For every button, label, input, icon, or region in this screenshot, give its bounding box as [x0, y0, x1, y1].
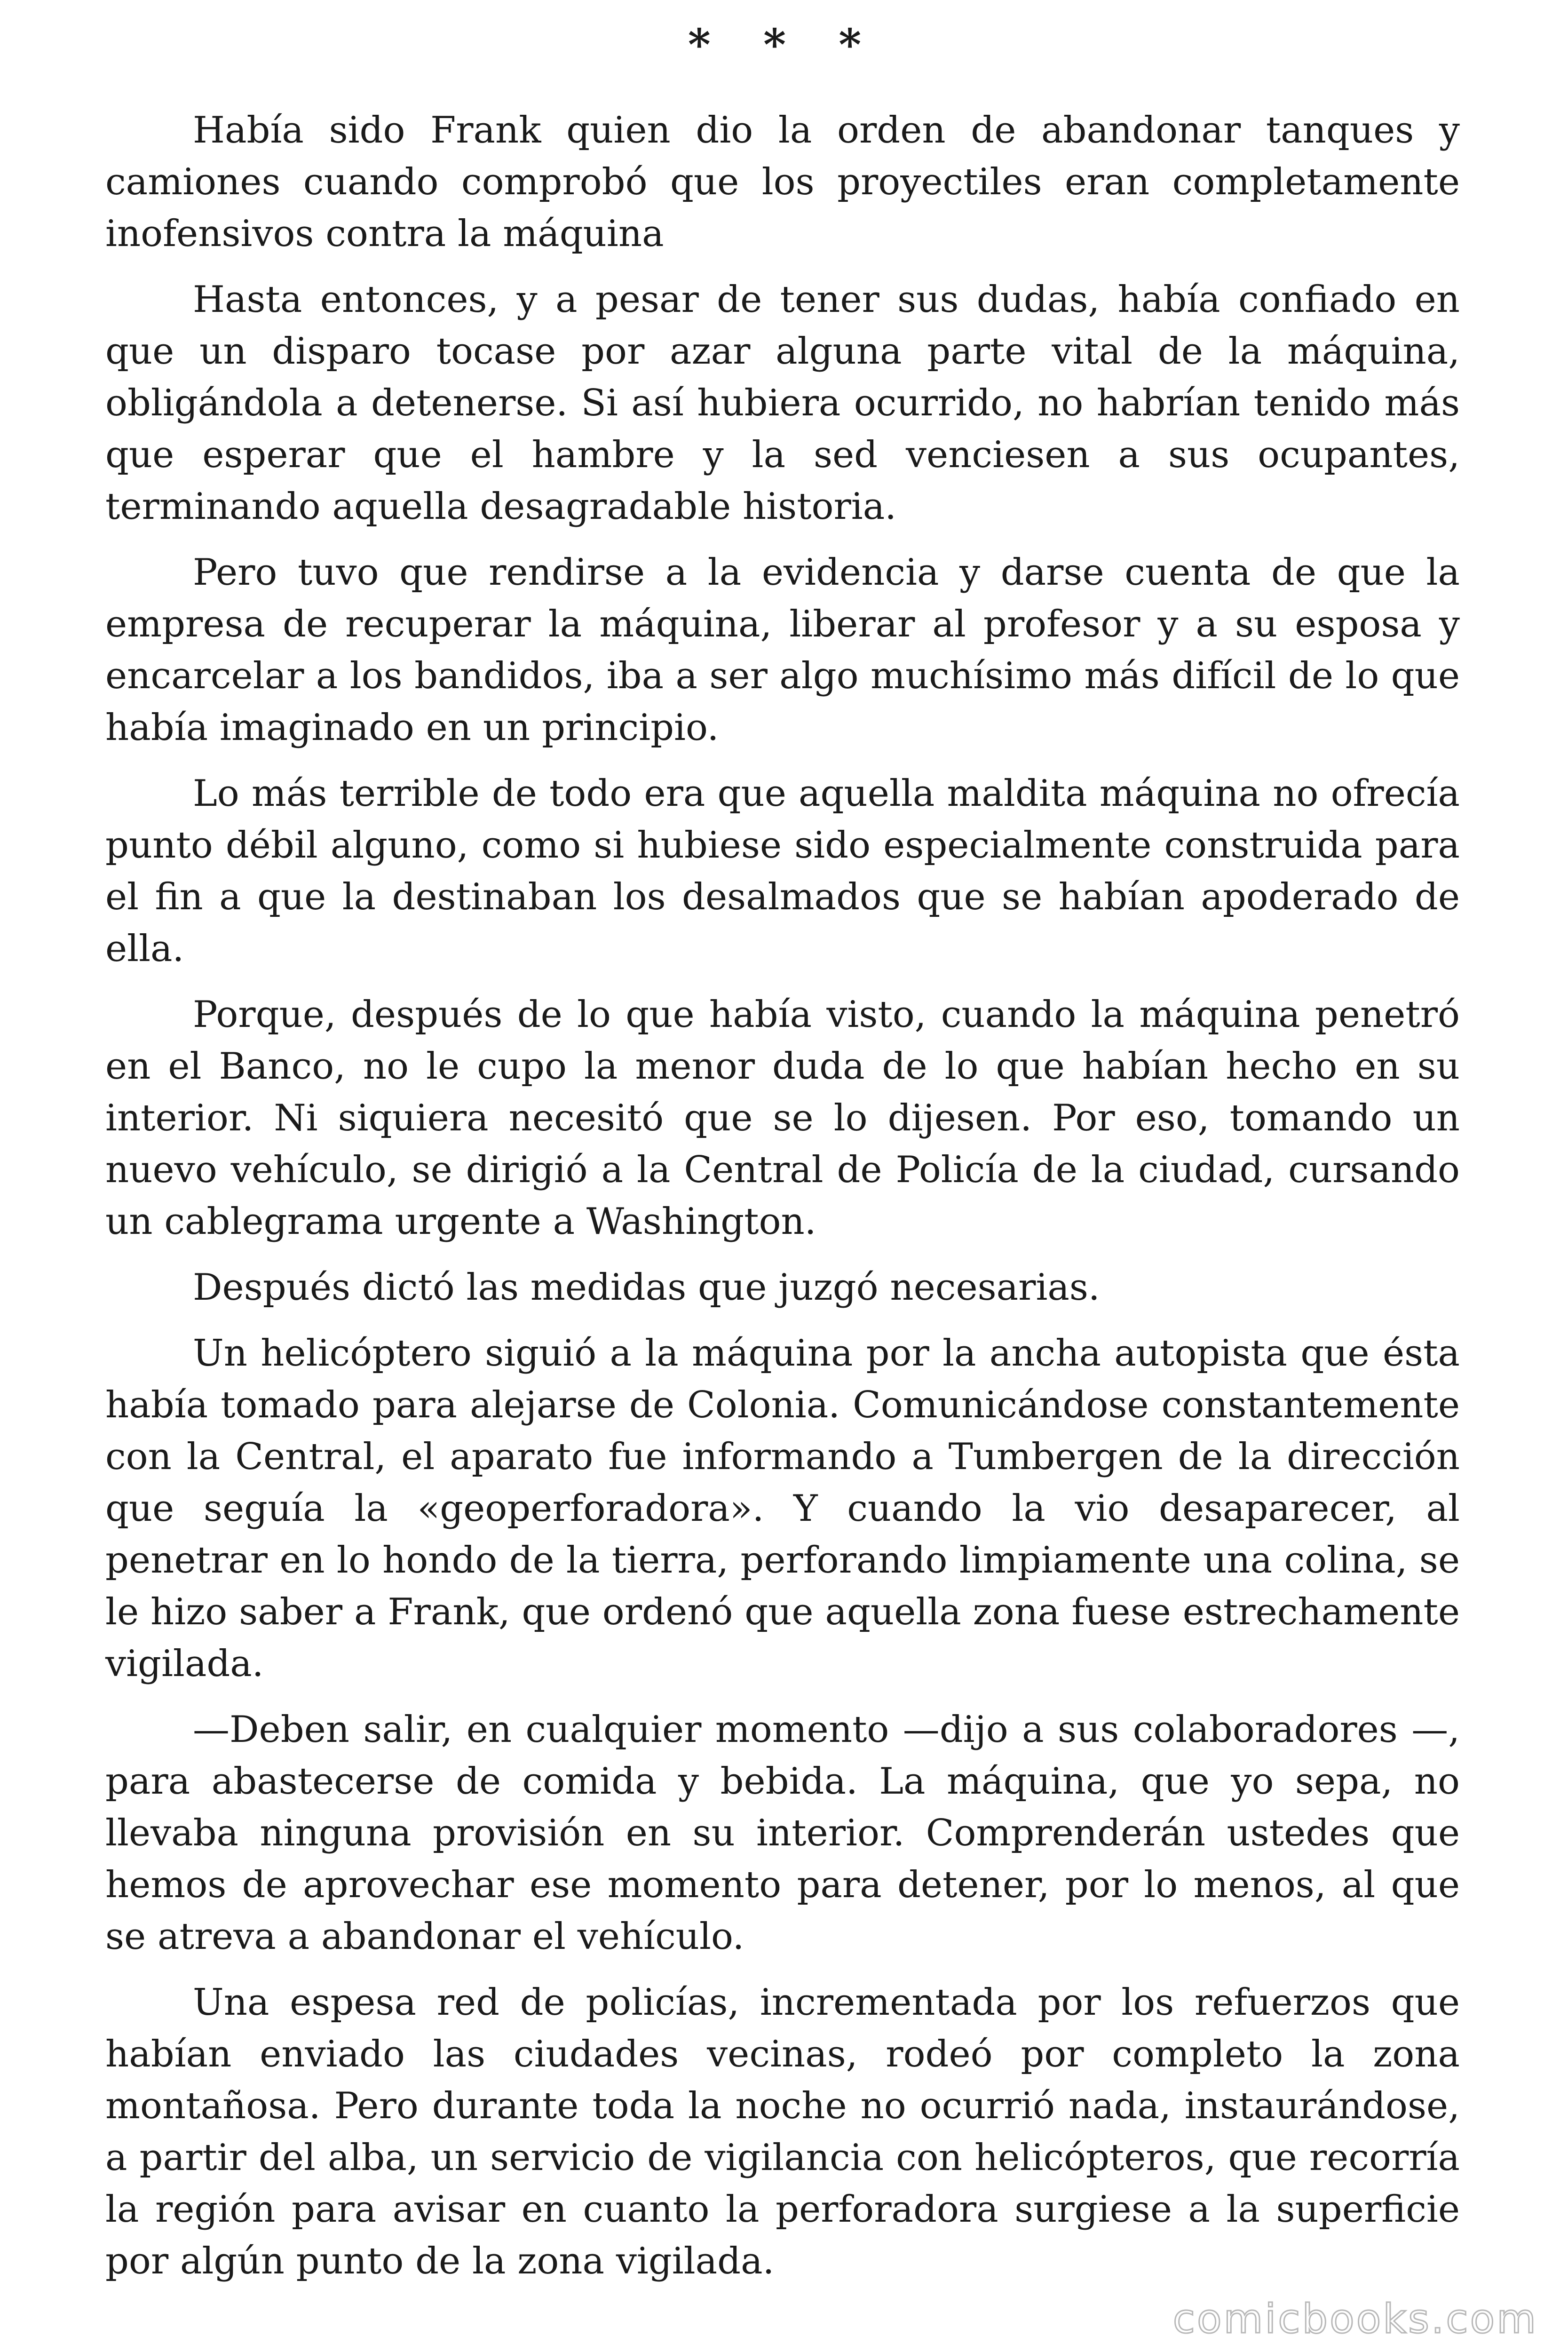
paragraph-5: Porque, después de lo que había visto, cuando la máquina penetró en el Banco, no le cupo la menor duda de lo que habían hecho en su interior. Ni siquiera necesitó que se lo dijesen. Por eso, tomando un nuevo vehículo, se dirigió a la Central de Policía de la ciudad, cursando un cablegrama urgente a Washington.: [105, 993, 1460, 1243]
paragraph-4: Lo más terrible de todo era que aquella maldita máquina no ofrecía punto débil alguno, como si hubiese sido especialmente construida para el fin a que la destinaban los desalmados que se habían apoderado de ella.: [105, 772, 1460, 970]
paragraph-2: Hasta entonces, y a pesar de tener sus dudas, había confiado en que un disparo tocase por azar alguna parte vital de la máquina, obligándola a detenerse. Si así hubiera ocurrido, no habrían tenido más que esperar que el hambre y la sed venciesen a sus ocupantes, terminando aquella desagradable historia.: [105, 278, 1460, 528]
paragraph-1: Había sido Frank quien dio la orden de abandonar tanques y camiones cuando comprobó que los proyectiles eran completamente inofensivos contra la máquina: [105, 109, 1460, 255]
paragraph-6: Después dictó las medidas que juzgó necesarias.: [193, 1266, 1100, 1309]
paragraph-7: Un helicóptero siguió a la máquina por la ancha autopista que ésta había tomado para alejarse de Colonia. Comunicándose constantemente con la Central, el aparato fue informando a Tumbergen de la dirección que seguía la «geoperforadora». Y cuando la vio desaparecer, al penetrar en lo hondo de la tierra, perforando limpiamente una colina, se le hizo saber a Frank, que ordenó que aquella zona fuese estrechamente vigilada.: [105, 1332, 1460, 1685]
paragraph-3: Pero tuvo que rendirse a la evidencia y darse cuenta de que la empresa de recuperar la máquina, liberar al profesor y a su esposa y encarcelar a los bandidos, iba a ser algo muchísimo más difícil de lo que había imaginado en un principio.: [105, 551, 1460, 749]
watermark: comicbooks.com: [1172, 2296, 1538, 2343]
body-text: [105, 104, 1460, 2301]
paragraph-8: —Deben salir, en cualquier momento —dijo a sus colaboradores —, para abastecerse de comida y bebida. La máquina, que yo sepa, no llevaba ninguna provisión en su interior. Comprenderán ustedes que hemos de aprovechar ese momento para detener, por lo menos, al que se atreva a abandonar el vehículo.: [105, 1708, 1460, 1958]
section-separator: * * *: [688, 19, 880, 70]
paragraph-9: Una espesa red de policías, incrementada por los refuerzos que habían enviado las ciudades vecinas, rodeó por completo la zona montañosa. Pero durante toda la noche no ocurrió nada, instaurándose, a partir del alba, un servicio de vigilancia con helicópteros, que recorría la región para avisar en cuanto la perforadora surgiese a la superficie por algún punto de la zona vigilada.: [105, 1981, 1460, 2282]
